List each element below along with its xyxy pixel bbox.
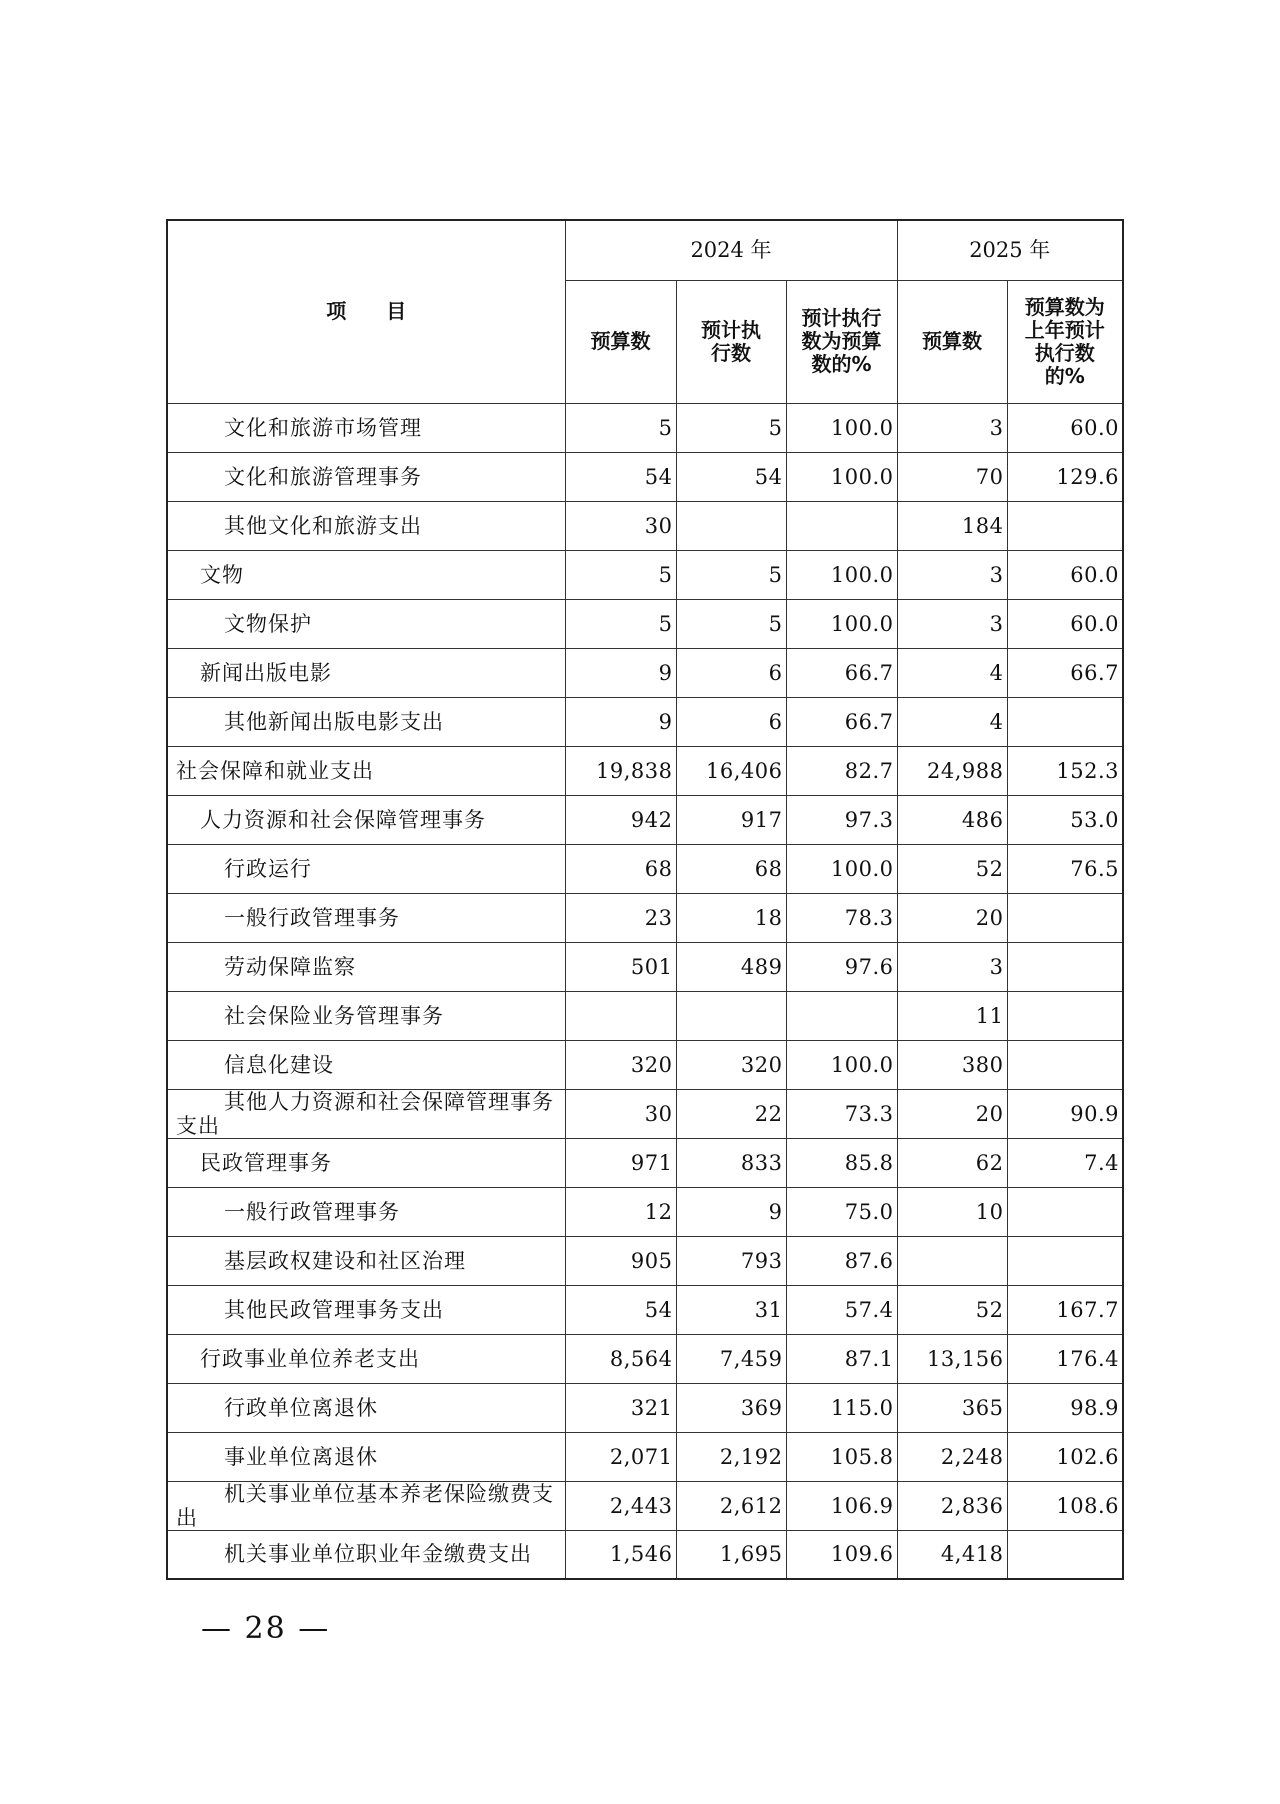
row-value-e2024: 22 (676, 1089, 786, 1138)
row-value-e2024: 5 (676, 599, 786, 648)
row-item-name: 行政单位离退休 (167, 1383, 565, 1432)
row-value-b2025: 13,156 (897, 1334, 1007, 1383)
row-value-b2025: 380 (897, 1040, 1007, 1089)
row-value-b2025: 52 (897, 1285, 1007, 1334)
row-value-b2024: 5 (565, 599, 676, 648)
row-value-r2024: 78.3 (786, 893, 897, 942)
row-item-name: 新闻出版电影 (167, 648, 565, 697)
row-value-b2025: 62 (897, 1138, 1007, 1187)
row-value-e2024 (676, 991, 786, 1040)
row-item-name: 事业单位离退休 (167, 1432, 565, 1481)
row-value-b2024: 321 (565, 1383, 676, 1432)
row-value-e2024: 5 (676, 550, 786, 599)
row-value-r2025: 60.0 (1007, 550, 1123, 599)
row-value-r2025: 53.0 (1007, 795, 1123, 844)
row-value-b2024: 905 (565, 1236, 676, 1285)
table-row (167, 1334, 1123, 1383)
header-ratio-2025: 预算数为上年预计执行数的% (1007, 280, 1123, 403)
table-row (167, 599, 1123, 648)
row-value-b2025: 70 (897, 452, 1007, 501)
row-value-r2024: 66.7 (786, 648, 897, 697)
row-value-r2025: 176.4 (1007, 1334, 1123, 1383)
row-value-e2024: 6 (676, 697, 786, 746)
table-row (167, 1138, 1123, 1187)
row-value-r2024: 97.3 (786, 795, 897, 844)
row-value-e2024: 2,612 (676, 1481, 786, 1530)
row-value-r2025: 102.6 (1007, 1432, 1123, 1481)
row-item-name: 信息化建设 (167, 1040, 565, 1089)
row-value-b2024: 5 (565, 550, 676, 599)
row-item-name: 机关事业单位职业年金缴费支出 (167, 1530, 565, 1579)
row-value-b2024: 30 (565, 501, 676, 550)
row-value-b2024: 5 (565, 403, 676, 452)
row-item-name: 文化和旅游市场管理 (167, 403, 565, 452)
table-row (167, 403, 1123, 452)
budget-table (166, 219, 1124, 1580)
table-row (167, 844, 1123, 893)
row-item-name: 机关事业单位基本养老保险缴费支出 (167, 1481, 565, 1530)
row-value-e2024: 320 (676, 1040, 786, 1089)
row-value-b2024: 68 (565, 844, 676, 893)
row-item-name: 其他民政管理事务支出 (167, 1285, 565, 1334)
row-value-b2025: 365 (897, 1383, 1007, 1432)
row-value-r2025: 66.7 (1007, 648, 1123, 697)
row-value-r2024: 100.0 (786, 452, 897, 501)
table-row (167, 795, 1123, 844)
row-value-b2024: 320 (565, 1040, 676, 1089)
row-item-name: 其他人力资源和社会保障管理事务支出 (167, 1089, 565, 1138)
row-value-r2024: 57.4 (786, 1285, 897, 1334)
table-row (167, 1089, 1123, 1138)
header-budget-2025: 预算数 (897, 280, 1007, 403)
row-value-b2025: 3 (897, 942, 1007, 991)
row-item-name: 基层政权建设和社区治理 (167, 1236, 565, 1285)
row-value-r2024: 100.0 (786, 844, 897, 893)
row-value-r2024: 85.8 (786, 1138, 897, 1187)
row-value-r2024: 82.7 (786, 746, 897, 795)
row-value-b2024: 30 (565, 1089, 676, 1138)
table-row (167, 1530, 1123, 1579)
row-value-r2024: 100.0 (786, 599, 897, 648)
row-value-b2024: 54 (565, 452, 676, 501)
row-value-r2025: 167.7 (1007, 1285, 1123, 1334)
table-row (167, 1285, 1123, 1334)
row-value-r2025 (1007, 893, 1123, 942)
row-value-r2025 (1007, 942, 1123, 991)
row-value-e2024: 9 (676, 1187, 786, 1236)
row-value-e2024: 489 (676, 942, 786, 991)
header-year-2024: 2024 年 (565, 220, 897, 280)
row-item-name: 民政管理事务 (167, 1138, 565, 1187)
row-value-b2024: 9 (565, 697, 676, 746)
row-value-r2024: 109.6 (786, 1530, 897, 1579)
row-item-name: 社会保障和就业支出 (167, 746, 565, 795)
table-row (167, 1236, 1123, 1285)
row-value-b2024: 54 (565, 1285, 676, 1334)
header-budget-2024: 预算数 (565, 280, 676, 403)
row-value-e2024: 2,192 (676, 1432, 786, 1481)
row-value-b2024: 19,838 (565, 746, 676, 795)
row-value-r2025: 90.9 (1007, 1089, 1123, 1138)
header-year-2025: 2025 年 (897, 220, 1123, 280)
row-value-b2024 (565, 991, 676, 1040)
row-value-r2025 (1007, 991, 1123, 1040)
table-row (167, 942, 1123, 991)
row-value-r2024: 73.3 (786, 1089, 897, 1138)
row-value-r2024: 75.0 (786, 1187, 897, 1236)
row-value-r2024: 87.6 (786, 1236, 897, 1285)
row-item-name: 一般行政管理事务 (167, 1187, 565, 1236)
row-value-e2024: 31 (676, 1285, 786, 1334)
row-value-r2024: 97.6 (786, 942, 897, 991)
row-value-r2024: 87.1 (786, 1334, 897, 1383)
table-row (167, 991, 1123, 1040)
row-value-e2024: 369 (676, 1383, 786, 1432)
row-value-r2025 (1007, 1187, 1123, 1236)
table-row (167, 648, 1123, 697)
row-value-b2025: 2,248 (897, 1432, 1007, 1481)
row-value-b2024: 2,071 (565, 1432, 676, 1481)
row-item-name: 人力资源和社会保障管理事务 (167, 795, 565, 844)
row-item-name: 行政事业单位养老支出 (167, 1334, 565, 1383)
row-value-b2025: 24,988 (897, 746, 1007, 795)
row-value-b2025: 4,418 (897, 1530, 1007, 1579)
row-value-r2024: 100.0 (786, 1040, 897, 1089)
table-row (167, 452, 1123, 501)
row-value-b2024: 23 (565, 893, 676, 942)
row-value-b2024: 8,564 (565, 1334, 676, 1383)
row-item-name: 其他文化和旅游支出 (167, 501, 565, 550)
row-value-e2024: 16,406 (676, 746, 786, 795)
table-row (167, 893, 1123, 942)
row-item-name: 劳动保障监察 (167, 942, 565, 991)
row-item-name: 社会保险业务管理事务 (167, 991, 565, 1040)
row-value-r2025: 60.0 (1007, 403, 1123, 452)
row-value-b2025: 11 (897, 991, 1007, 1040)
row-value-r2025: 108.6 (1007, 1481, 1123, 1530)
row-value-b2025: 10 (897, 1187, 1007, 1236)
row-value-b2024: 12 (565, 1187, 676, 1236)
header-item: 项 目 (167, 220, 565, 403)
row-value-e2024: 833 (676, 1138, 786, 1187)
row-item-name: 文化和旅游管理事务 (167, 452, 565, 501)
header-exec-2024: 预计执行数 (676, 280, 786, 403)
row-value-b2024: 971 (565, 1138, 676, 1187)
row-value-e2024: 18 (676, 893, 786, 942)
header-ratio-2024: 预计执行数为预算数的% (786, 280, 897, 403)
row-item-name: 文物 (167, 550, 565, 599)
row-value-r2024 (786, 991, 897, 1040)
row-value-e2024: 54 (676, 452, 786, 501)
table-row (167, 1383, 1123, 1432)
row-value-b2025: 2,836 (897, 1481, 1007, 1530)
row-value-r2024: 106.9 (786, 1481, 897, 1530)
row-value-b2025: 3 (897, 550, 1007, 599)
row-value-b2024: 942 (565, 795, 676, 844)
row-value-b2025 (897, 1236, 1007, 1285)
row-value-r2024: 115.0 (786, 1383, 897, 1432)
row-value-e2024: 7,459 (676, 1334, 786, 1383)
row-value-b2025: 3 (897, 599, 1007, 648)
page-number: — 28 — (201, 1611, 331, 1646)
row-value-e2024: 5 (676, 403, 786, 452)
row-value-b2024: 1,546 (565, 1530, 676, 1579)
table-header (167, 220, 1123, 403)
table-row (167, 697, 1123, 746)
table-row (167, 1432, 1123, 1481)
row-value-e2024: 793 (676, 1236, 786, 1285)
row-value-e2024: 68 (676, 844, 786, 893)
row-value-r2024: 66.7 (786, 697, 897, 746)
row-value-r2024: 105.8 (786, 1432, 897, 1481)
row-item-name: 文物保护 (167, 599, 565, 648)
row-value-r2025: 76.5 (1007, 844, 1123, 893)
row-value-e2024 (676, 501, 786, 550)
table-row (167, 746, 1123, 795)
table-row (167, 501, 1123, 550)
row-value-b2024: 9 (565, 648, 676, 697)
row-item-name: 行政运行 (167, 844, 565, 893)
row-item-name: 其他新闻出版电影支出 (167, 697, 565, 746)
table-row (167, 1040, 1123, 1089)
row-value-b2025: 20 (897, 893, 1007, 942)
row-value-r2025 (1007, 1236, 1123, 1285)
row-item-name: 一般行政管理事务 (167, 893, 565, 942)
row-value-b2025: 184 (897, 501, 1007, 550)
table-body (167, 403, 1123, 1579)
row-value-b2024: 501 (565, 942, 676, 991)
row-value-b2024: 2,443 (565, 1481, 676, 1530)
row-value-b2025: 20 (897, 1089, 1007, 1138)
row-value-r2024 (786, 501, 897, 550)
row-value-b2025: 3 (897, 403, 1007, 452)
row-value-r2025 (1007, 697, 1123, 746)
table-row (167, 1481, 1123, 1530)
row-value-r2025: 7.4 (1007, 1138, 1123, 1187)
row-value-e2024: 917 (676, 795, 786, 844)
row-value-e2024: 1,695 (676, 1530, 786, 1579)
row-value-r2024: 100.0 (786, 550, 897, 599)
table-row (167, 550, 1123, 599)
row-value-r2025: 152.3 (1007, 746, 1123, 795)
row-value-r2025: 60.0 (1007, 599, 1123, 648)
row-value-r2025 (1007, 1530, 1123, 1579)
row-value-b2025: 4 (897, 648, 1007, 697)
table-row (167, 1187, 1123, 1236)
row-value-b2025: 4 (897, 697, 1007, 746)
row-value-b2025: 486 (897, 795, 1007, 844)
row-value-e2024: 6 (676, 648, 786, 697)
row-value-r2025 (1007, 501, 1123, 550)
row-value-r2025: 129.6 (1007, 452, 1123, 501)
row-value-b2025: 52 (897, 844, 1007, 893)
row-value-r2024: 100.0 (786, 403, 897, 452)
row-value-r2025 (1007, 1040, 1123, 1089)
row-value-r2025: 98.9 (1007, 1383, 1123, 1432)
